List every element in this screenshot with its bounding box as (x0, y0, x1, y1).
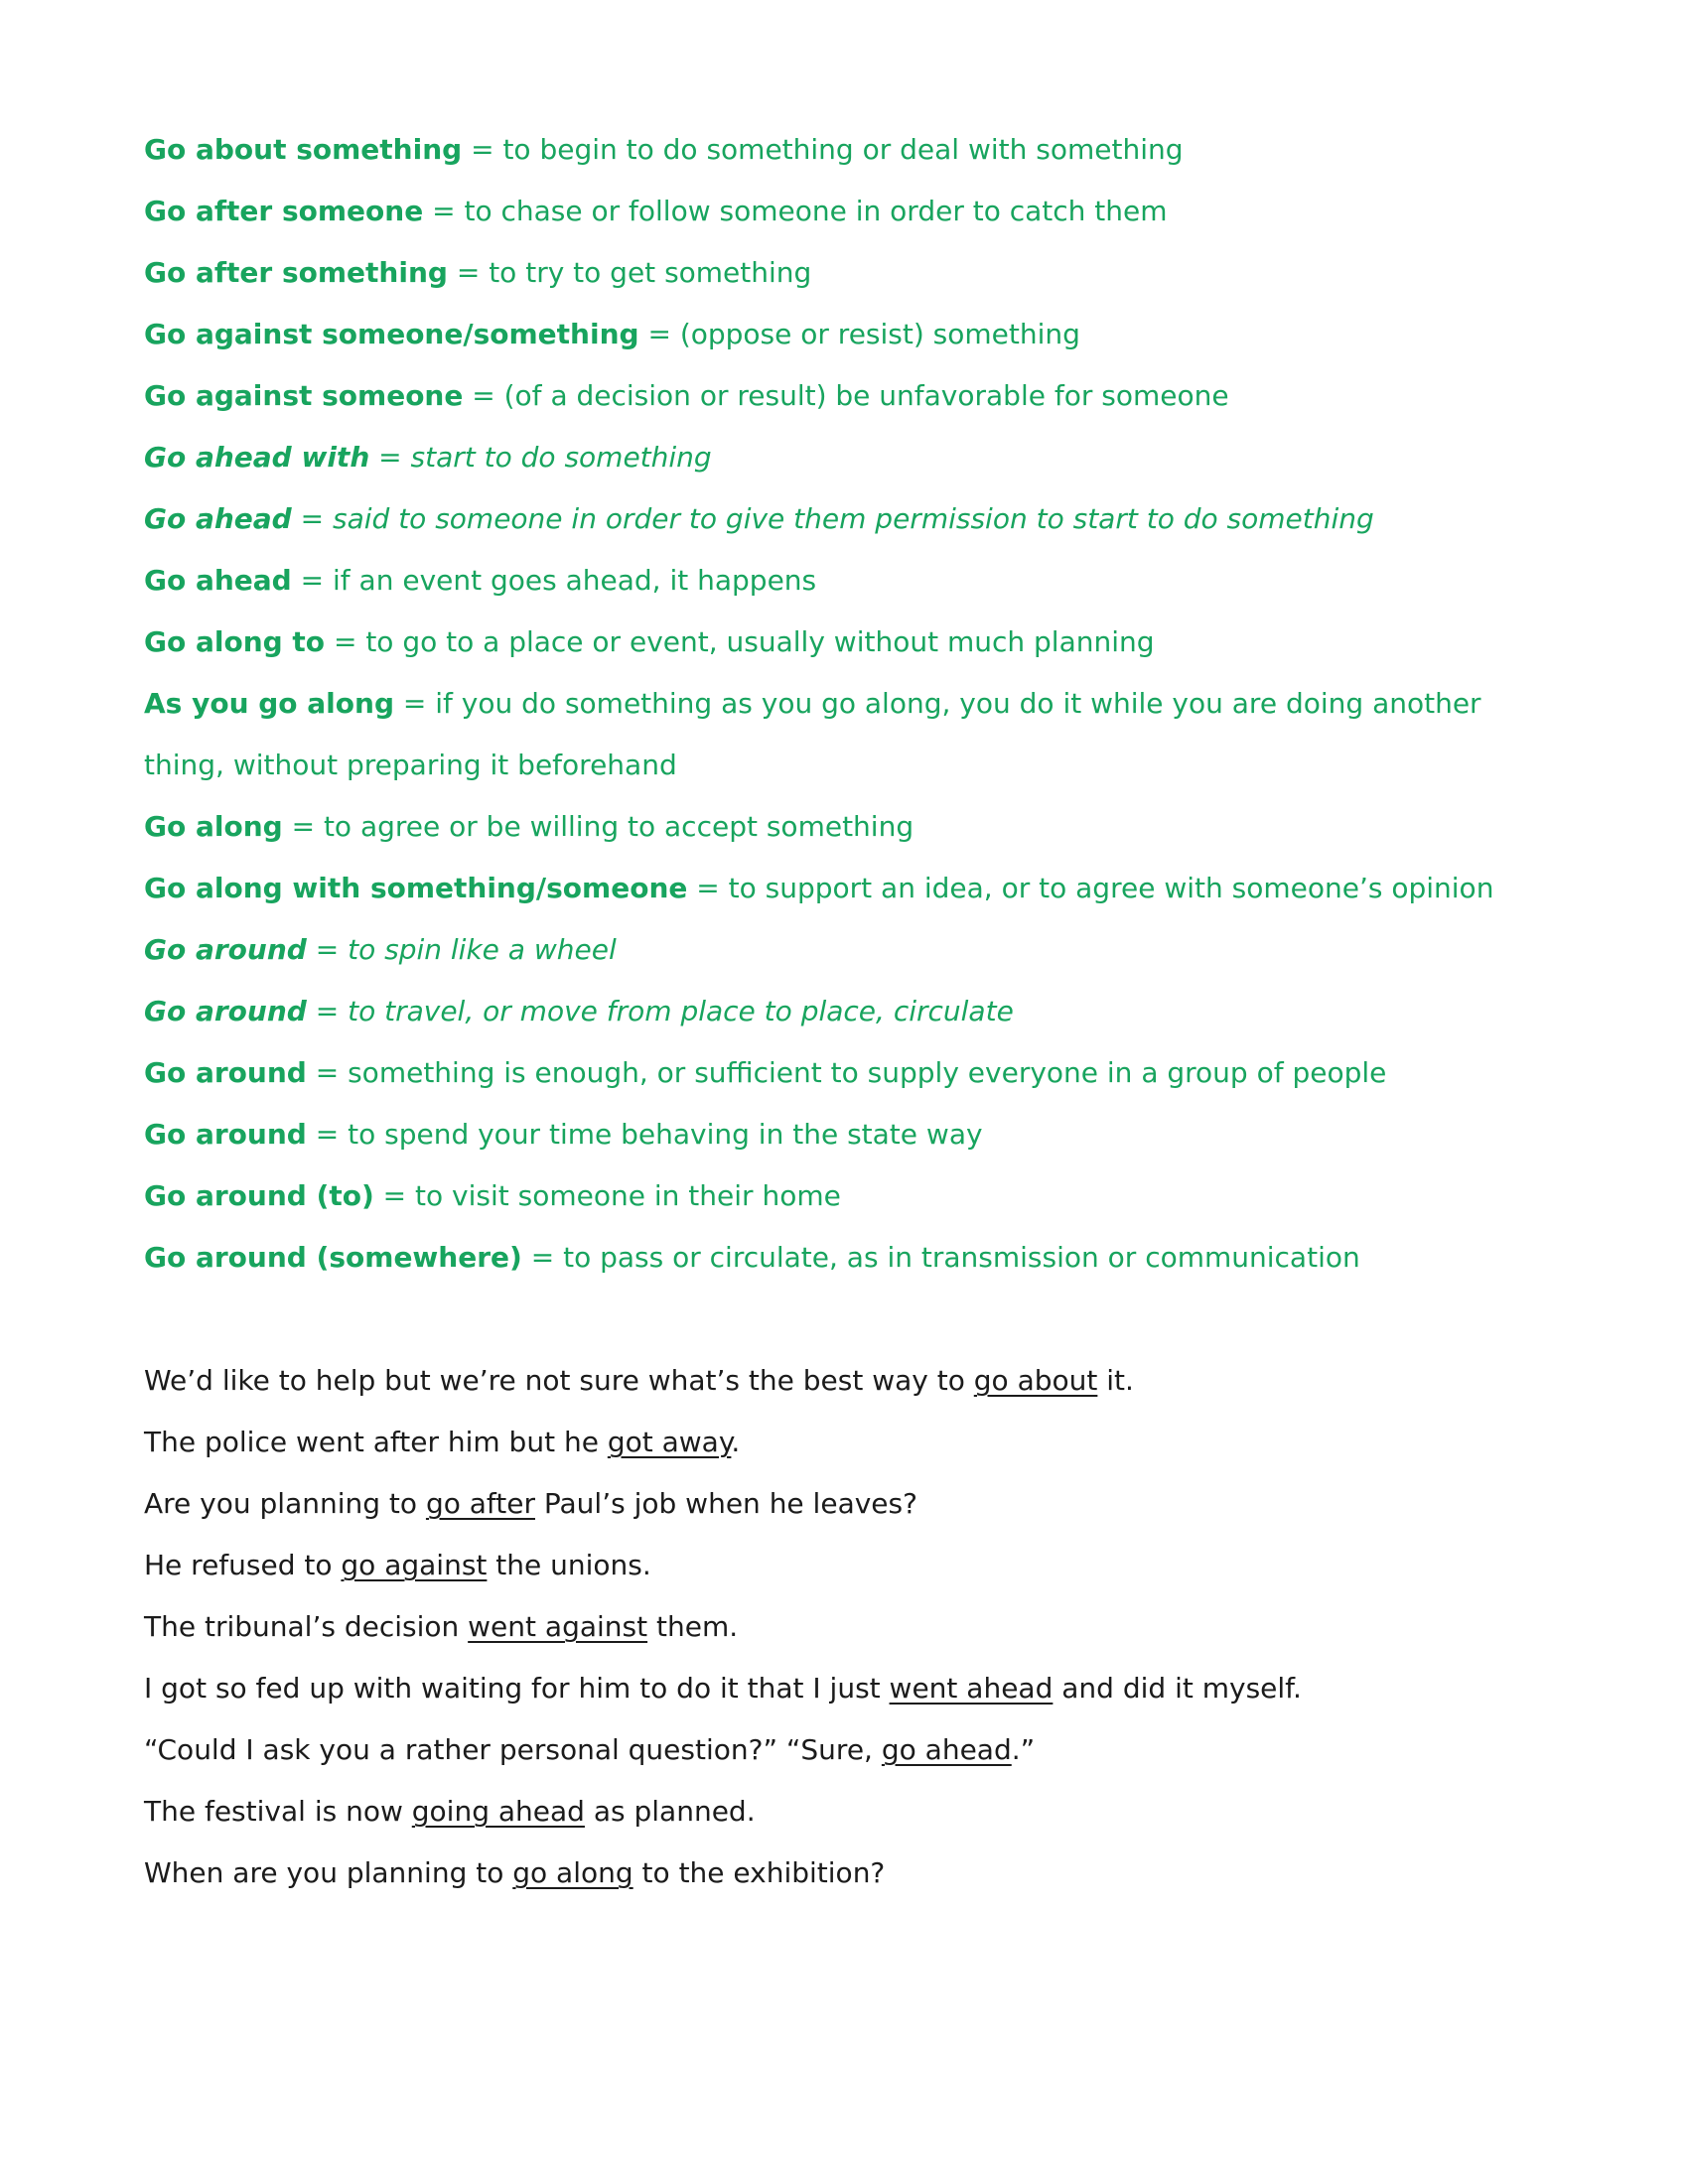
definition-separator: = (373, 1179, 416, 1212)
example-sentence (144, 1719, 1554, 1781)
definition-line (144, 1165, 1554, 1227)
document-content (144, 119, 1554, 1904)
phrasal-verb-term: Go around (144, 995, 307, 1027)
phrasal-verb-term: Go around (144, 1056, 307, 1089)
underlined-phrasal-verb: go along (512, 1856, 633, 1889)
phrasal-verb-term: Go around (to) (144, 1179, 374, 1212)
underlined-phrasal-verb: got away (607, 1426, 732, 1458)
underlined-phrasal-verb: going ahead (411, 1795, 585, 1828)
phrasal-verb-term: Go along to (144, 625, 326, 658)
definition-text: to visit someone in their home (415, 1179, 841, 1212)
sentence-text: to the exhibition? (633, 1856, 886, 1889)
definition-separator: = (638, 318, 680, 350)
underlined-phrasal-verb: go after (425, 1487, 535, 1520)
definition-separator: = (369, 441, 411, 474)
definition-text: start to do something (410, 441, 712, 474)
definition-text: to try to get something (489, 256, 812, 289)
phrasal-verb-term: Go around (144, 933, 307, 966)
phrasal-verb-term: Go against someone (144, 379, 464, 412)
definition-separator: = (463, 379, 504, 412)
definition-line (144, 242, 1554, 304)
definition-separator: = (423, 195, 465, 227)
sentence-text: “Could I ask you a rather personal question?” “Sure, (144, 1733, 882, 1766)
definition-separator: = (306, 995, 349, 1027)
definition-text: said to someone in order to give them permission to start to do something (333, 502, 1374, 535)
sentence-text: We’d like to help but we’re not sure what’s the best way to (144, 1364, 974, 1397)
definition-line (144, 119, 1554, 181)
sentence-text: The tribunal’s decision (144, 1610, 469, 1643)
definition-text: something is enough, or sufficient to supply everyone in a group of people (348, 1056, 1387, 1089)
phrasal-verb-term: Go ahead (144, 502, 292, 535)
phrasal-verb-term: Go about something (144, 133, 463, 166)
definition-text: (of a decision or result) be unfavorable for someone (503, 379, 1229, 412)
example-sentence (144, 1781, 1554, 1843)
definition-text: to travel, or move from place to place, circulate (348, 995, 1014, 1027)
definition-line (144, 550, 1554, 612)
sentence-text: . (731, 1426, 741, 1458)
definition-separator: = (306, 1056, 349, 1089)
definition-text: to chase or follow someone in order to catch them (464, 195, 1168, 227)
definition-text: to pass or circulate, as in transmission or communication (563, 1241, 1360, 1274)
phrasal-verb-term: Go around (144, 1118, 307, 1151)
example-sentence (144, 1658, 1554, 1719)
definition-separator: = (394, 687, 436, 720)
definition-line (144, 858, 1554, 919)
definition-text: (oppose or resist) something (679, 318, 1080, 350)
sentence-text: it. (1097, 1364, 1134, 1397)
definition-line (144, 1227, 1554, 1289)
sentence-text: Are you planning to (144, 1487, 426, 1520)
definition-line (144, 427, 1554, 488)
sentence-text: .” (1011, 1733, 1036, 1766)
definition-text: to go to a place or event, usually without much planning (365, 625, 1155, 658)
section-gap (144, 1289, 1554, 1350)
underlined-phrasal-verb: went against (468, 1610, 648, 1643)
definition-separator: = (306, 933, 349, 966)
phrasal-verb-term: Go along (144, 810, 283, 843)
underlined-phrasal-verb: go against (341, 1549, 488, 1581)
example-sentence (144, 1535, 1554, 1596)
sentence-text: The police went after him but he (144, 1426, 608, 1458)
sentence-text: them. (647, 1610, 739, 1643)
phrasal-verb-term: Go ahead (144, 564, 292, 597)
definition-text: to agree or be willing to accept something (323, 810, 914, 843)
definition-text: if an event goes ahead, it happens (333, 564, 817, 597)
definition-line (144, 796, 1554, 858)
definition-separator: = (291, 502, 333, 535)
underlined-phrasal-verb: went ahead (889, 1672, 1054, 1705)
examples-list (144, 1350, 1554, 1904)
definition-line (144, 1104, 1554, 1165)
definition-separator: = (521, 1241, 564, 1274)
phrasal-verb-term: Go ahead with (144, 441, 370, 474)
definition-line (144, 365, 1554, 427)
definition-separator: = (306, 1118, 349, 1151)
definition-line (144, 181, 1554, 242)
example-sentence (144, 1596, 1554, 1658)
example-sentence (144, 1412, 1554, 1473)
sentence-text: as planned. (584, 1795, 756, 1828)
phrasal-verb-term: Go after someone (144, 195, 424, 227)
definition-text: to support an idea, or to agree with someone’s opinion (728, 872, 1494, 904)
definition-line (144, 981, 1554, 1042)
definition-separator: = (687, 872, 729, 904)
definition-line (144, 304, 1554, 365)
sentence-text: He refused to (144, 1549, 342, 1581)
example-sentence (144, 1843, 1554, 1904)
underlined-phrasal-verb: go about (973, 1364, 1098, 1397)
definition-separator: = (447, 256, 490, 289)
definition-text: to spin like a wheel (348, 933, 617, 966)
definition-separator: = (282, 810, 324, 843)
definition-line (144, 919, 1554, 981)
definition-separator: = (325, 625, 366, 658)
definition-line (144, 673, 1554, 796)
definition-separator: = (462, 133, 503, 166)
phrasal-verb-term: Go after something (144, 256, 448, 289)
sentence-text: When are you planning to (144, 1856, 513, 1889)
sentence-text: The festival is now (144, 1795, 412, 1828)
definition-text: to begin to do something or deal with something (502, 133, 1184, 166)
sentence-text: and did it myself. (1053, 1672, 1302, 1705)
underlined-phrasal-verb: go ahead (881, 1733, 1012, 1766)
example-sentence (144, 1473, 1554, 1535)
definition-text: to spend your time behaving in the state way (348, 1118, 983, 1151)
definition-text: if you do something as you go along, you do it while you are doing another thing, without preparing it beforehand (144, 687, 1481, 781)
phrasal-verb-term: As you go along (144, 687, 394, 720)
example-sentence (144, 1350, 1554, 1412)
definition-separator: = (291, 564, 333, 597)
phrasal-verb-term: Go against someone/something (144, 318, 639, 350)
definitions-list (144, 119, 1554, 1289)
sentence-text: I got so fed up with waiting for him to do it that I just (144, 1672, 890, 1705)
sentence-text: the unions. (487, 1549, 651, 1581)
definition-line (144, 612, 1554, 673)
definition-line (144, 488, 1554, 550)
phrasal-verb-term: Go along with something/someone (144, 872, 688, 904)
sentence-text: Paul’s job when he leaves? (534, 1487, 917, 1520)
phrasal-verb-term: Go around (somewhere) (144, 1241, 522, 1274)
definition-line (144, 1042, 1554, 1104)
